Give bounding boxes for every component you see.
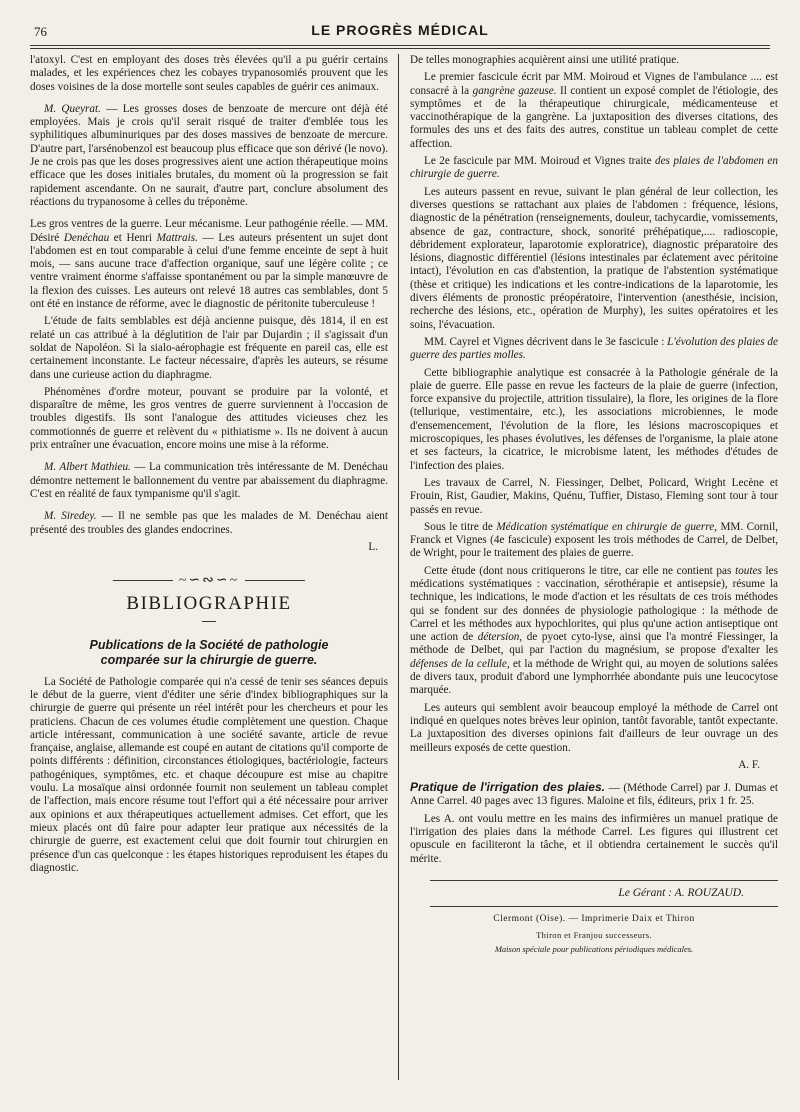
author-name: Denéchau xyxy=(63,231,110,244)
gerant-line: Le Gérant : A. ROUZAUD. xyxy=(618,886,744,899)
section-dash xyxy=(202,621,216,622)
paragraph: MM. Cayrel et Vignes décrivent dans le 3e fascicule : L'évolution des plaies de guerre des parties molles. xyxy=(410,335,778,362)
paragraph: M. Siredey. — Il ne semble pas que les malades de M. Denéchau aient présenté des troubles des glandes endocrines. xyxy=(30,510,389,536)
paragraph: Cette étude (dont nous critiquerons le titre, car elle ne contient pas toutes les médications systématiques : vaccination, sérothérapie et antisepsie), résume la technique, les indications, le mode d'action et les résultats de ces trois méthodes qui se fondent sur des données de physiologie pathologique : la méthode de Carrel et les méthodes aux hypochlorites, qui plus qu'une action antiseptique ont une action de détersion, de pyoet cyto-lyse, ainsi que l'a montré Fiessinger, la méthode de Delbet, qui par l'action du magnésium, se propose d'exalter les défenses de la cellule, et la méthode de Wright qui, au moyen de solutions salées de divers taux, produit d'abord une lymphorrhée abondante puis une leucocytose marquée. xyxy=(410,564,778,697)
paragraph: M. Queyrat. — Les grosses doses de benzoate de mercure ont déjà été employées. Mais je crois qu'il serait risqué de traiter d'emblée tous les syphilitiques albuminuriques par des doses massives de benzoate de mercure. D'autre part, l'arsénobenzol est beaucoup plus efficace que son dérivé (le novo). Je ne crois pas que les doses progressives aient une action thérapeutique moins efficace que les doses initiales brutales, du moment où la progression se fait rapidement ascendante. On ne saurait, d'autre part, conclure absolument des réactions du trypanosome à celles du tréponème. xyxy=(30,102,388,208)
ornament: ~∽∾∽~ xyxy=(178,573,240,589)
header-rule-thin xyxy=(30,48,770,49)
speaker-name: M. Siredey. xyxy=(44,510,97,523)
paragraph: L'étude de faits semblables est déjà ancienne puisque, dès 1814, il en est relaté un cas attribué à la déglutition de l'air par Dujardin ; il s'agissait d'un soldat de Napoléon. Si la sialo-aérophagie est fréquente en pareil cas, elle est certainement inconstante. Le facteur nécessaire, d'après les auteurs, se résume dans une curieuse action du diaphragme. xyxy=(30,315,388,381)
printer-specialty: Maison spéciale pour publications périodiques médicales. xyxy=(494,943,694,954)
journal-title: LE PROGRÈS MÉDICAL xyxy=(311,22,489,38)
page-header xyxy=(30,22,770,44)
right-column xyxy=(410,54,778,956)
printer-line: Clermont (Oise). — Imprimerie Daix et Thiron xyxy=(493,914,695,925)
speaker-name: M. Queyrat. xyxy=(44,102,101,115)
section-title: BIBLIOGRAPHIE xyxy=(126,593,292,615)
printer-successors: Thiron et Franjou successeurs. xyxy=(536,929,652,940)
ornament-divider xyxy=(30,574,388,587)
footer-rule xyxy=(430,906,778,907)
paragraph: Phénomènes d'ordre moteur, pouvant se produire par la volonté, et disparaître de même, les gros ventres de guerre surviennent à l'occasion de troubles digestifs. Ils sont l'analogue des attitudes vicieuses chez les commotionnés de guerre et relèvent du « pithiatisme ». Ils ne doivent à aucun prix entraîner une évacuation, encore moins une mise à la réforme. xyxy=(30,385,388,452)
paragraph: De telles monographies acquièrent ainsi une utilité pratique. xyxy=(410,54,680,66)
paragraph: Les auteurs qui semblent avoir beaucoup employé la méthode de Carrel ont indiqué en quelques notes brèves leur opinion, tantôt favorable, tantôt expectante. La juxtaposition des diverses opinions fait d'ailleurs de leur ouvrage un des meilleurs exposés de cette question. xyxy=(410,701,778,754)
left-column xyxy=(30,54,388,879)
author-name: Mattrais. xyxy=(156,231,198,244)
signature: A. F. xyxy=(738,758,760,771)
column-divider xyxy=(398,54,399,1080)
footer-rule xyxy=(430,880,778,881)
communication-paragraph: Les gros ventres de la guerre. Leur mécanisme. Leur pathogénie réelle. — MM. Désiré Denéchau et Henri Mattrais. — Les auteurs présentent un sujet dont l'abdomen est en tout comparable à celui d'une femme enceinte de sept à huit mois, — sans aucune trace d'affection organique, sauf une légère colite ; ce ventre vraiment énorme s'affaisse spontanément ou par la simple manœuvre de la flexion des cuisses. Les auteurs ont relevé 18 autres cas semblables, dont 5 ont été en instance de réforme, avec le diagnostic de péritonite tuberculeuse ! xyxy=(30,218,389,311)
paragraph: Le premier fascicule écrit par MM. Moiroud et Vignes de l'ambulance .... est consacré à la gangrène gazeuse. Il contient un exposé complet de l'étiologie, des symptômes et de la thérapeutique chirurgicale, médicamenteuse et vaccinothérapique de la gangrène. La juxtaposition des diverses citations, des formules des uns et des faits des autres, constitue un tableau complet de cette affection. xyxy=(410,71,779,150)
page-number: 76 xyxy=(34,24,47,39)
review-paragraph: Pratique de l'irrigation des plaies. — (Méthode Carrel) par J. Dumas et Anne Carrel. 40 pages avec 13 figures. Maloine et fils, éditeurs, prix 1 fr. 25. xyxy=(410,780,778,808)
communication-heading: Les gros ventres de la guerre. Leur mécanisme. Leur pathogénie réelle. xyxy=(30,218,349,231)
signature: L. xyxy=(368,540,378,553)
paragraph: Cette bibliographie analytique est consacrée à la Pathologie générale de la plaie de guerre. Elle passe en revue les facteurs de la plaie de guerre (infection, force expansive du projectile, attrition tissulaire), la flore, les origines de la flore (tellurique, vestimentaire, etc.), les associations microbiennes, le mode d'ensemencement, l'évolution de la flore, les lésions macroscopiques et microscopiques, les phases évolutives, les défenses de l'organisme, la plaie atone et ses facteurs, la cicatrice, le microbisme latent, les méthodes d'études de l'infection des plaies. xyxy=(410,366,778,472)
paragraph: La Société de Pathologie comparée qui n'a cessé de tenir ses séances depuis le début de la guerre, vient d'éditer une série d'index bibliographiques sur la chirurgie de guerre qui présente un réel intérêt pour les chercheurs et pour les praticiens. Chacun de ces volumes étudie complètement une question. Chaque article intéressant, communication à une société savante, article de revue française, anglaise, allemande est coupé en autant de citations qu'il comporte de points différents : définition, circonstances étiologiques, bactériologie, facteurs pathogéniques, symptômes, etc. et chaque découpure est mise au chapitre voulu. La mosaïque ainsi ordonnée fournit non seulement un tableau complet de l'affection, mais encore résume tout l'effort qui a été nécessaire pour arriver aux opinions et aux thérapeutiques actuellement admises. Cet effort, que les mieux placés ont dû faire pour adapter leur pratique aux nécessités de la chirurgie de guerre, est exactement celui que doit fournir tout chirurgien en présence d'un cas quelconque : les étapes historiques reproduisent les étapes du diagnostic. xyxy=(30,675,388,874)
paragraph: Sous le titre de Médication systématique en chirurgie de guerre, MM. Cornil, Franck et Vignes (4e fascicule) exposent les trois méthodes de Carrel, de Delbet, de Wright, pour le traitement des plaies de guerre. xyxy=(410,520,778,560)
publication-title: Publications de la Société de pathologie comparée sur la chirurgie de guerre. xyxy=(89,637,329,667)
paragraph: l'atoxyl. C'est en employant des doses très élevées qu'il a pu guérir certains malades, et les expériences chez les cobayes trypanosomiés prouvent que les doses voisines de la dose mortelle sont seules capables de guérir ces animaux. xyxy=(30,54,388,93)
speaker-name: M. Albert Mathieu. xyxy=(44,461,131,474)
review-title: Pratique de l'irrigation des plaies. xyxy=(410,780,605,795)
paragraph: Les travaux de Carrel, N. Fiessinger, Delbet, Policard, Wright Lecène et Frouin, Rist, Gaudier, Makins, Quénu, Tuffier, Distaso, Fleming sont tour à tour passés en revue. xyxy=(410,476,778,516)
paragraph: Les auteurs passent en revue, suivant le plan général de leur collection, les diverses questions se rattachant aux plaies de l'abdomen : fréquence, lésions, diagnostic de la pénétration (renseignements, douleur, tachycardie, vomissements, absence de gaz, contracture, shock, sonorité préhépatique,.... radioscopie, débridement explorateur, laparotomie exploratrice), diagnostic préparatoire des lésions, diagnostic différentiel (lésions intestinales par éclatement avec péritoine intact), l'évolution en cas d'abstention, la pratique de l'abstention systématique (thèse et critique) les indications et les contre-indications de la laparotomie, les divers éléments de pronostic préopératoire, l'intervention (anesthésie, incision, recherche des lésions, etc., opération de Murphy), les suites opératoires et les soins, l'évacuation. xyxy=(410,185,778,331)
paragraph: Le 2e fascicule par MM. Moiroud et Vignes traite des plaies de l'abdomen en chirurgie de guerre. xyxy=(410,155,778,181)
header-rule xyxy=(30,45,770,46)
paragraph: M. Albert Mathieu. — La communication très intéressante de M. Denéchau démontre nettement le ballonnement du ventre par abaissement du diaphragme. C'est en réalité de faux tympanisme qu'il s'agit. xyxy=(30,461,388,500)
paragraph: Les A. ont voulu mettre en les mains des infirmières un manuel pratique de l'irrigation des plaies dans la méthode Carrel. Les figures qui illustrent cet opuscule en faciliteront la tâche, et il obtiendra certainement le succès qu'il mérite. xyxy=(410,812,778,865)
